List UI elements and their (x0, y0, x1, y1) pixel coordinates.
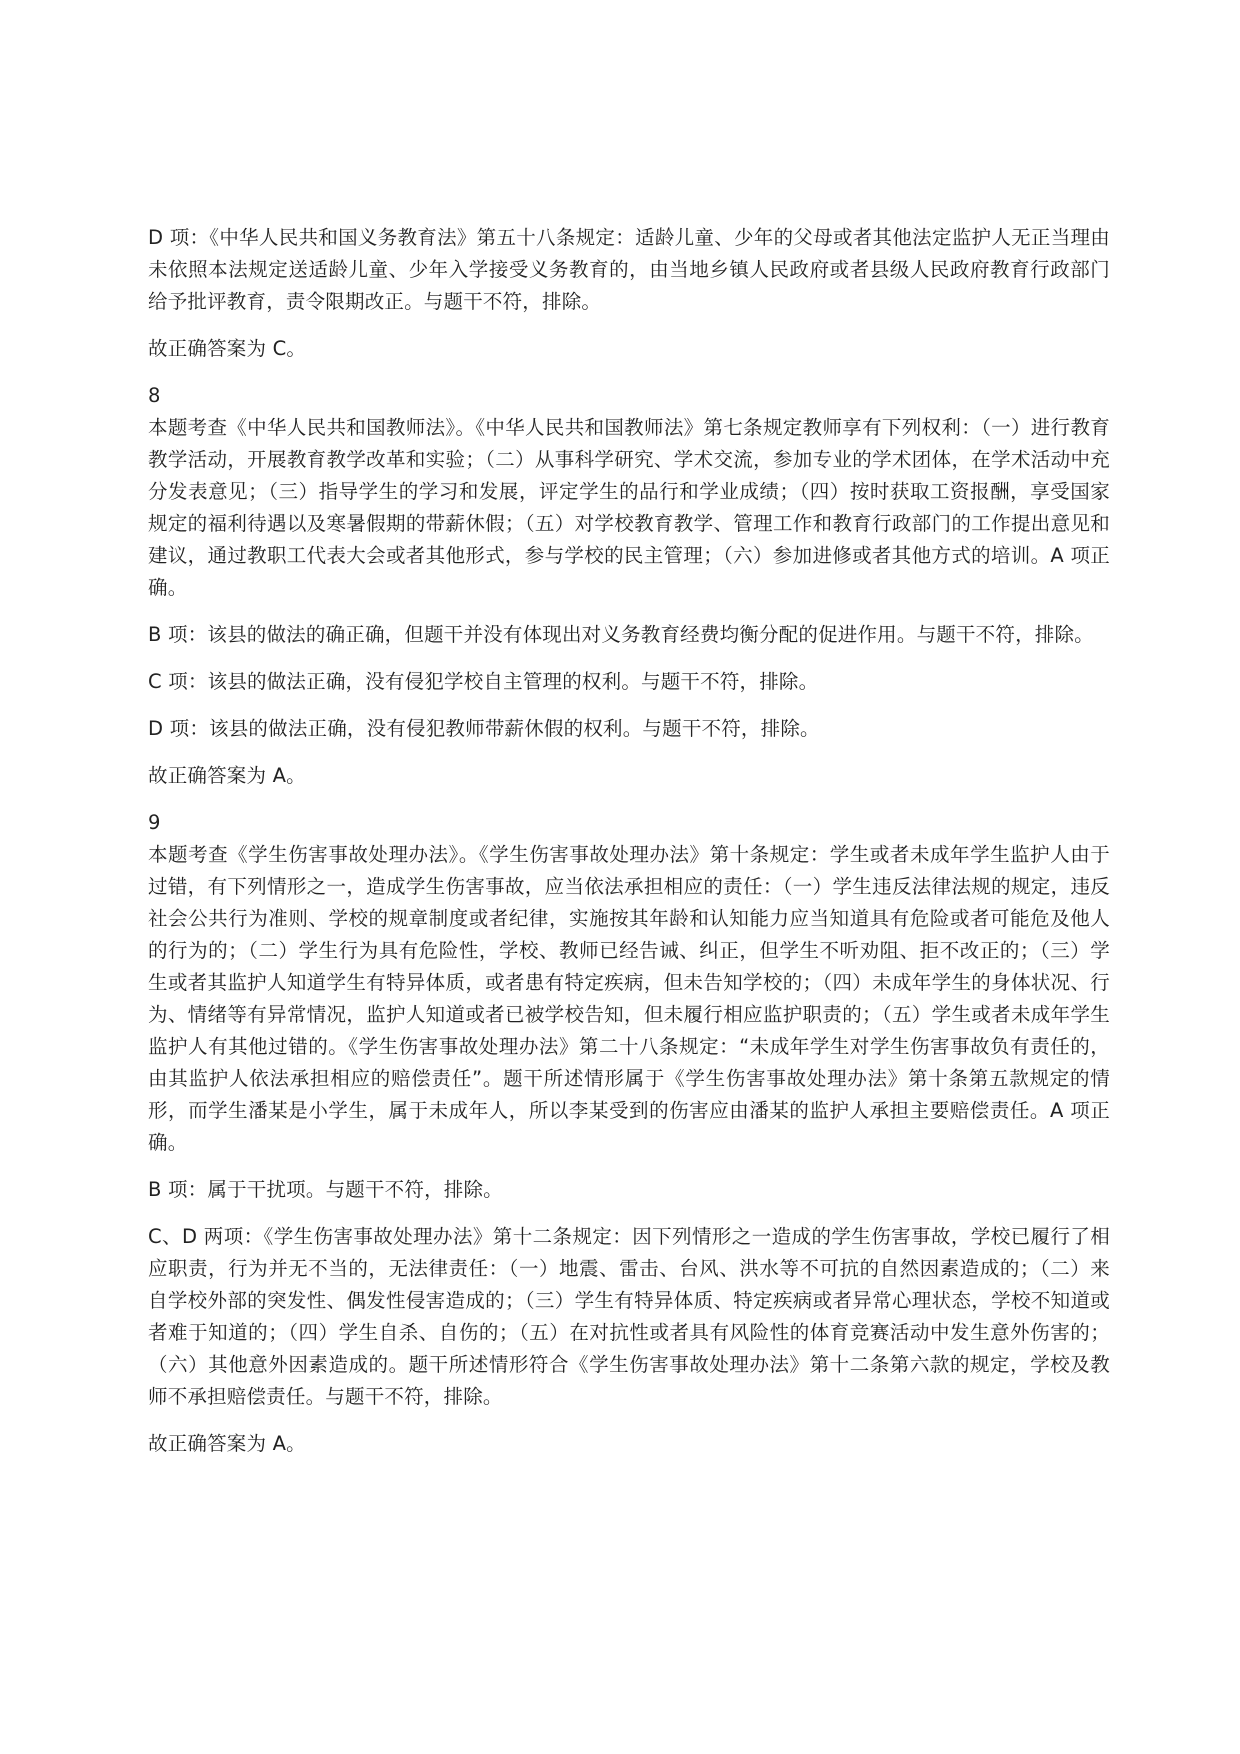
q8-block (148, 380, 1110, 604)
q9-option-b-explanation: B 项：属于干扰项。与题干不符，排除。 (148, 1178, 503, 1201)
q8-number: 8 (148, 384, 161, 407)
q8-option-d-explanation: D 项：该县的做法正确，没有侵犯教师带薪休假的权利。与题干不符，排除。 (148, 717, 820, 740)
q7-answer: 故正确答案为 C。 (148, 337, 307, 360)
q9-intro: 本题考查《学生伤害事故处理办法》。《学生伤害事故处理办法》第十条规定：学生或者未成年学生监护人由于过错，有下列情形之一，造成学生伤害事故，应当依法承担相应的责任：（一）学生违反法律法规的规定，违反社会公共行为准则、学校的规章制度或者纪律，实施按其年龄和认知能力应当知道具有危险或者可能危及他人的行为的；（二）学生行为具有危险性，学校、教师已经告诫、纠正，但学生不听劝阻、拒不改正的；（三）学生或者其监护人知道学生有特异体质，或者患有特定疾病，但未告知学校的；（四）未成年学生的身体状况、行为、情绪等有异常情况，监护人知道或者已被学校告知，但未履行相应监护职责的；（五）学生或者未成年学生监护人有其他过错的。《学生伤害事故处理办法》第二十八条规定：“未成年学生对学生伤害事故负有责任的，由其监护人依法承担相应的赔偿责任”。题干所述情形属于《学生伤害事故处理办法》第十条第五款规定的情形，而学生潘某是小学生，属于未成年人，所以李某受到的伤害应由潘某的监护人承担主要赔偿责任。A 项正确。 (148, 843, 1110, 1154)
q9-option-cd-explanation: C、D 两项：《学生伤害事故处理办法》第十二条规定：因下列情形之一造成的学生伤害事故，学校已履行了相应职责，行为并无不当的，无法律责任：（一）地震、雷击、台风、洪水等不可抗的自然因素造成的；（二）来自学校外部的突发性、偶发性侵害造成的；（三）学生有特异体质、特定疾病或者异常心理状态，学校不知道或者难于知道的；（四）学生自杀、自伤的；（五）在对抗性或者具有风险性的体育竞赛活动中发生意外伤害的；（六）其他意外因素造成的。题干所述情形符合《学生伤害事故处理办法》第十二条第六款的规定，学校及教师不承担赔偿责任。与题干不符，排除。 (148, 1225, 1110, 1408)
document-page (148, 222, 1110, 1475)
q8-option-b-explanation: B 项：该县的做法的确正确，但题干并没有体现出对义务教育经费均衡分配的促进作用。与题干不符，排除。 (148, 623, 1094, 646)
q9-block (148, 807, 1110, 1159)
q8-intro: 本题考查《中华人民共和国教师法》。《中华人民共和国教师法》第七条规定教师享有下列权利：（一）进行教育教学活动，开展教育教学改革和实验；（二）从事科学研究、学术交流，参加专业的学术团体，在学术活动中充分发表意见；（三）指导学生的学习和发展，评定学生的品行和学业成绩；（四）按时获取工资报酬，享受国家规定的福利待遇以及寒暑假期的带薪休假；（五）对学校教育教学、管理工作和教育行政部门的工作提出意见和建议，通过教职工代表大会或者其他形式，参与学校的民主管理；（六）参加进修或者其他方式的培训。A 项正确。 (148, 416, 1110, 599)
q9-number: 9 (148, 811, 161, 834)
q7-option-d-explanation: D 项：《中华人民共和国义务教育法》第五十八条规定：适龄儿童、少年的父母或者其他法定监护人无正当理由未依照本法规定送适龄儿童、少年入学接受义务教育的，由当地乡镇人民政府或者县级人民政府教育行政部门给予批评教育，责令限期改正。与题干不符，排除。 (148, 226, 1110, 313)
q8-answer: 故正确答案为 A。 (148, 764, 306, 787)
q8-option-c-explanation: C 项：该县的做法正确，没有侵犯学校自主管理的权利。与题干不符，排除。 (148, 670, 819, 693)
q9-answer: 故正确答案为 A。 (148, 1432, 306, 1455)
